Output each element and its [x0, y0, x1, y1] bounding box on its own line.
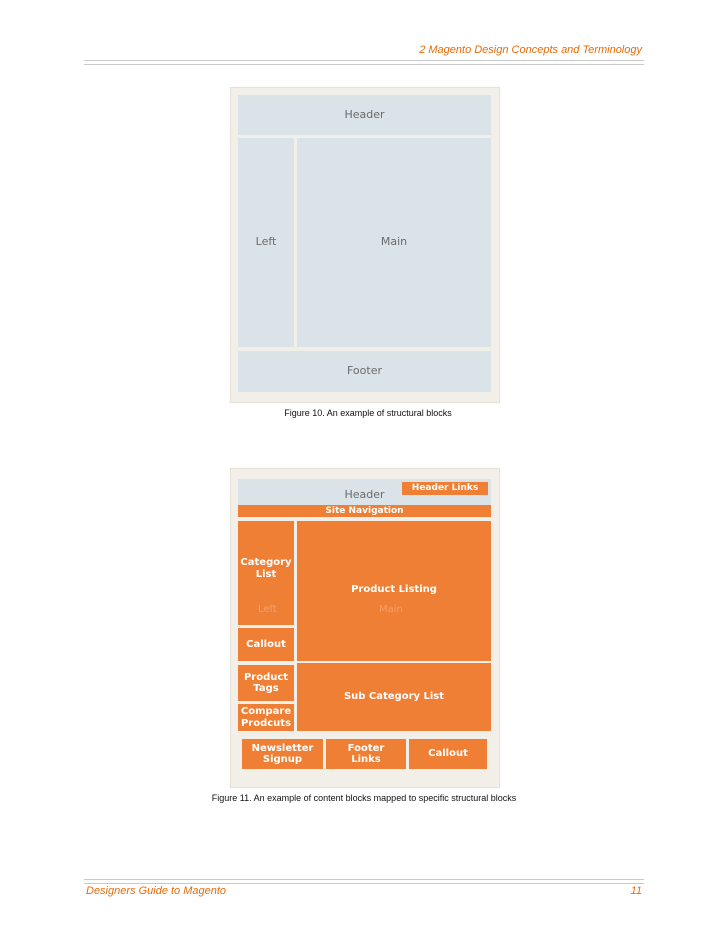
figure-11-caption: Figure 11. An example of content blocks mapped to specific structural blocks — [211, 793, 517, 803]
main-ghost-label: Main — [379, 604, 403, 615]
compare-products-block: Compare Prodcuts — [238, 704, 294, 731]
header-links-block: Header Links — [402, 482, 488, 495]
footer-links-block: Footer Links — [326, 739, 406, 769]
left-ghost-label: Left — [258, 604, 277, 615]
figure-10 — [230, 87, 500, 403]
running-header: 2 Magento Design Concepts and Terminology — [419, 44, 642, 56]
sub-category-list-block: Sub Category List — [297, 663, 491, 731]
product-tags-block: Product Tags — [238, 665, 294, 701]
callout-footer-block: Callout — [409, 739, 487, 769]
footer-title: Designers Guide to Magento — [86, 885, 227, 897]
footer-rule — [84, 879, 644, 884]
main-block: Main — [297, 138, 491, 347]
callout-left-block: Callout — [238, 628, 294, 661]
left-block: Left — [238, 138, 294, 347]
product-listing-block: Product Listing — [297, 521, 491, 661]
header-block: Header — [238, 479, 491, 505]
newsletter-signup-block: Newsletter Signup — [242, 739, 323, 769]
figure-11 — [230, 468, 500, 788]
category-list-block: Category List — [238, 521, 294, 625]
footer-block: Footer — [238, 351, 491, 392]
page-number: 11 — [630, 885, 642, 897]
figure-10-caption: Figure 10. An example of structural blocks — [284, 408, 452, 418]
header-block: Header — [238, 95, 491, 135]
header-rule — [84, 60, 644, 65]
site-navigation-block: Site Navigation — [238, 505, 491, 517]
